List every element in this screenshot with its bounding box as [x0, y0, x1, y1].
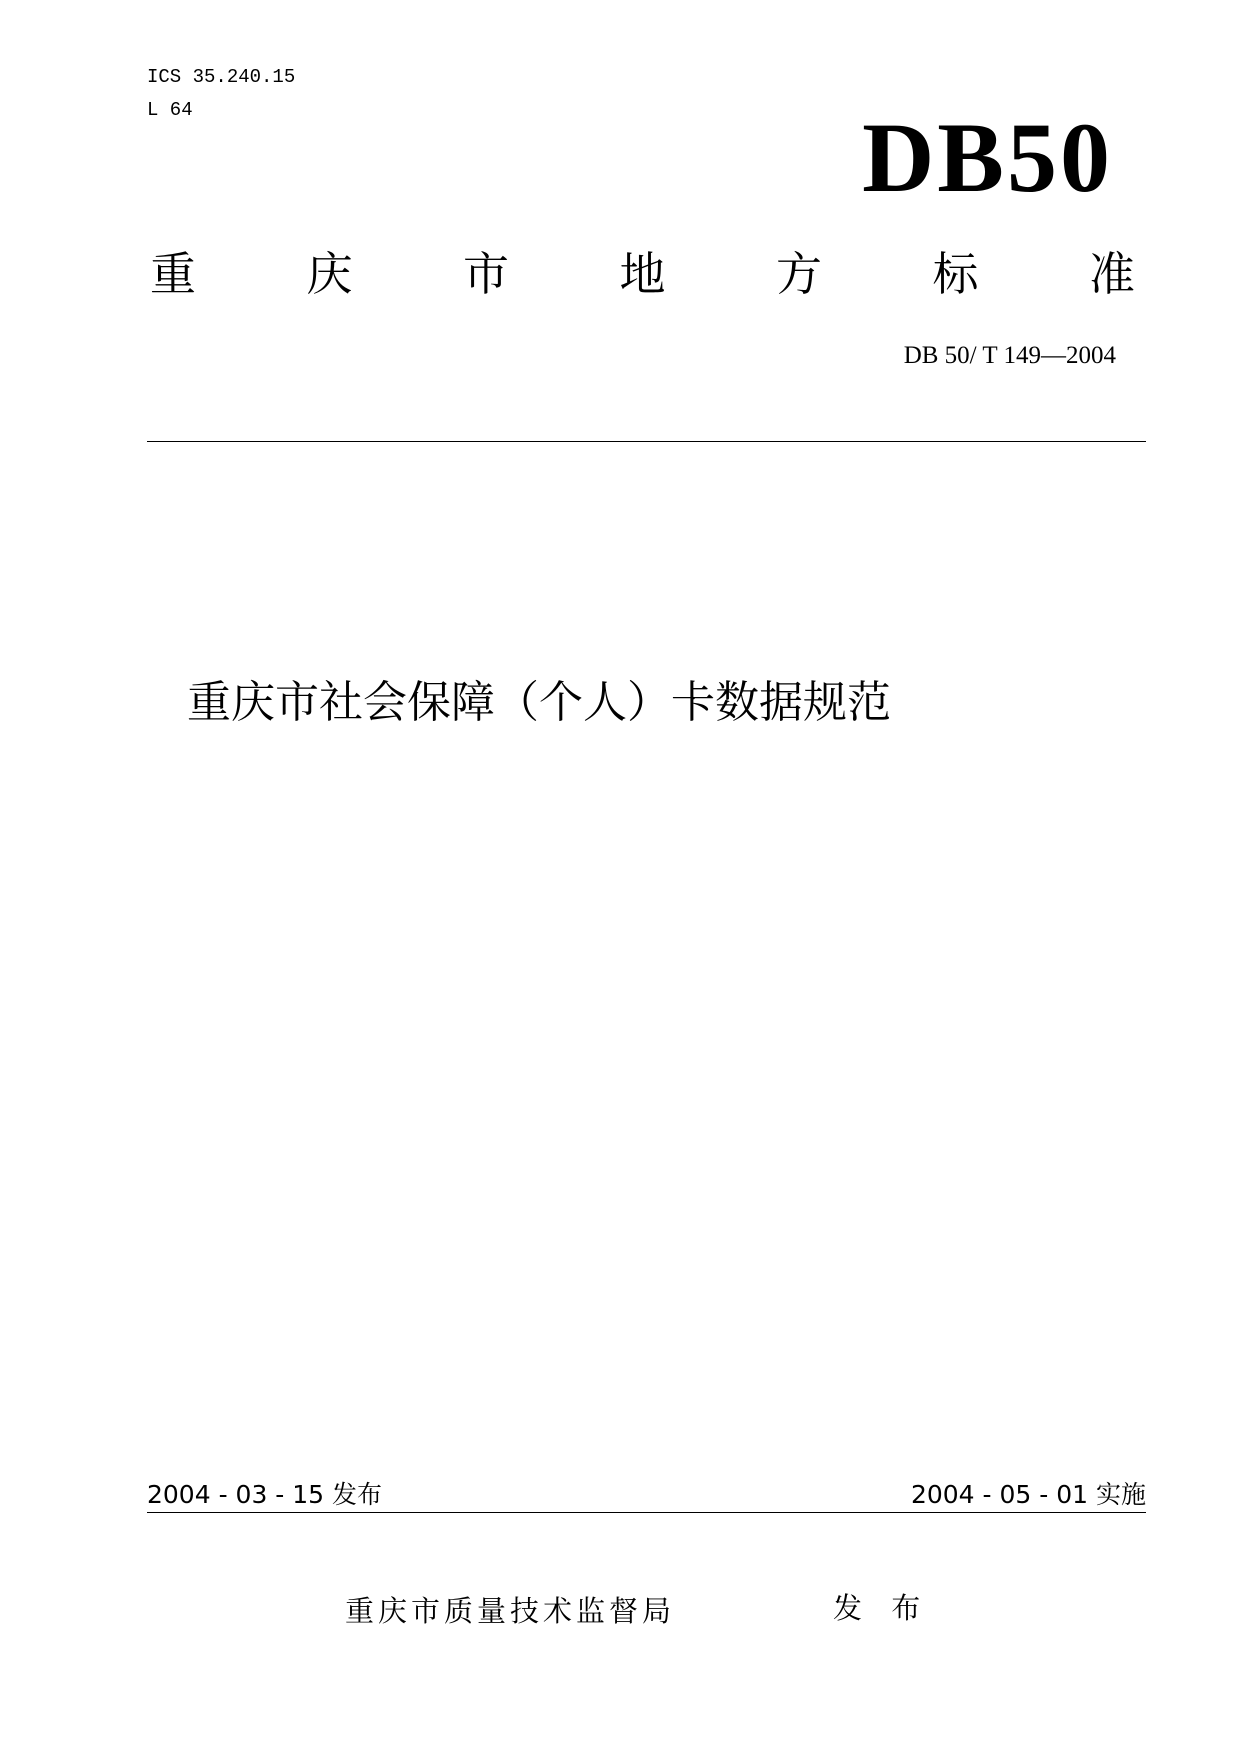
db50-logo: DB50	[862, 102, 1113, 213]
standard-title-char: 准	[1089, 247, 1135, 301]
standard-title-char: 方	[776, 247, 822, 301]
document-title: 重庆市社会保障（个人）卡数据规范	[187, 677, 891, 728]
standard-title-char: 市	[463, 247, 509, 301]
implementation-date: 2004 - 05 - 01 实施	[910, 1480, 1146, 1509]
standard-number: DB 50/ T 149—2004	[903, 342, 1116, 369]
standard-title-char: 庆	[306, 247, 353, 301]
publisher-name: 重庆市质量技术监督局	[345, 1594, 676, 1628]
footer-divider	[147, 1512, 1146, 1513]
issue-date: 2004 - 03 - 15 发布	[147, 1480, 383, 1509]
standard-title-char: 标	[932, 247, 979, 301]
standard-type-title	[150, 243, 1135, 305]
publish-label: 发 布	[833, 1591, 931, 1625]
standard-title-char: 重	[150, 247, 196, 301]
ics-code: ICS 35.240.15	[147, 66, 296, 88]
standard-title-char: 地	[619, 247, 666, 301]
classification-code: L 64	[147, 99, 193, 121]
header-divider	[147, 441, 1146, 442]
